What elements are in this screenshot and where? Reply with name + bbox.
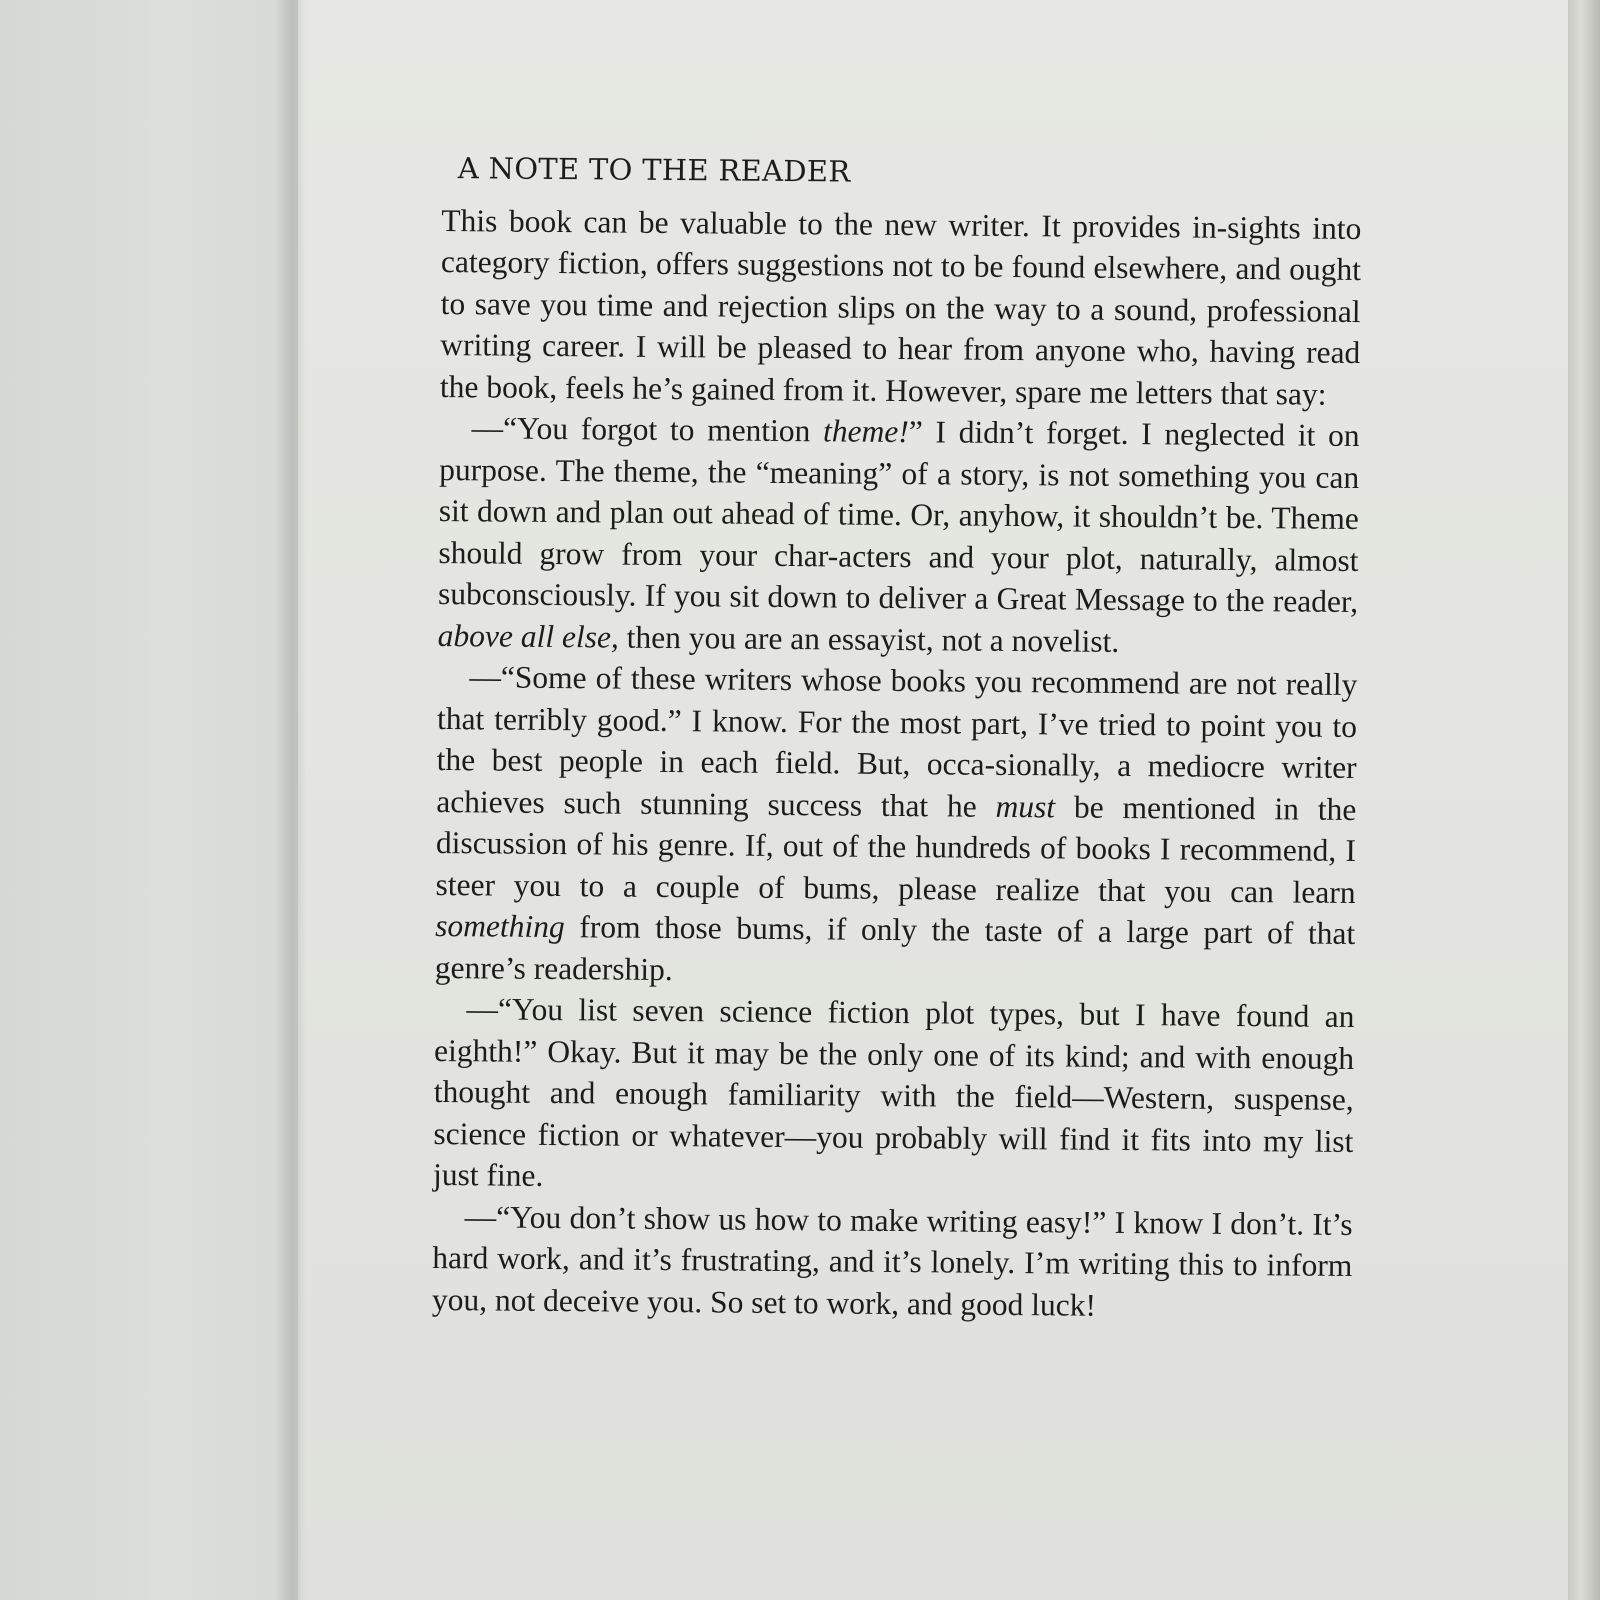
- italic-emphasis: theme!: [822, 413, 909, 450]
- page-edges: [1568, 0, 1600, 1600]
- paragraph-text: from those bums, if only the taste of a large part of that genre’s readership.: [434, 909, 1356, 987]
- paragraph-text: be mentioned in the discussion of his genre. If, out of the hundreds of books I recommend, I steer you to a couple of bums, please realize that you can learn: [435, 789, 1357, 910]
- paragraph-text: ” I didn’t forget. I neglected it on purpose. The theme, the “meaning” of a story, is not something you can sit down and plan out ahead of time. Or, anyhow, it shouldn’t be. Theme should grow from your char-acters and your plot, naturally, almost subconsciously. If you sit down to deliver a Great Message to the reader,: [437, 414, 1360, 620]
- italic-emphasis: above all else,: [437, 617, 619, 655]
- paragraph-text: then you are an essayist, not a novelist.: [618, 619, 1120, 659]
- paragraph-plot-types: [433, 988, 1355, 1204]
- page-heading: A NOTE TO THE READER: [457, 151, 851, 189]
- paragraph-intro: [440, 200, 1362, 416]
- italic-emphasis: something: [435, 908, 565, 945]
- book-gutter: [276, 0, 306, 1600]
- paragraph-text: —“You don’t show us how to make writing easy!” I know I don’t. It’s hard work, and it’s frustrating, and it’s lonely. I’m writing this to inform you, not deceive you. So set to work, and good luck!: [431, 1198, 1353, 1323]
- page-text-block: [432, 150, 1362, 1328]
- paragraph-text: —“You forgot to mention: [471, 410, 824, 449]
- paragraph-theme: [438, 407, 1360, 664]
- paragraph-text: —“You list seven science fiction plot types, but I have found an eighth!” Okay. But it may be the only one of its kind; and with enough thought and enough familiarity with the field—Western, suspense, science fiction or whatever—you probably will find it fits into my list just fine.: [432, 991, 1355, 1194]
- paragraph-text: This book can be valuable to the new writer. It provides in-sights into category fiction, offers suggestions not to be found elsewhere, and ought to save you time and rejection slips on the way to a sound, professional writing career. I will be pleased to hear from anyone who, having read the book, feels he’s gained from it. However, spare me letters that say:: [439, 202, 1362, 412]
- left-page: [0, 0, 300, 1600]
- paragraph-text: —“Some of these writers whose books you recommend are not really that terribly good.” I know. For the most part, I’ve tried to point you to the best people in each field. But, occa-sionally, a mediocre writer achieves such stunning success that he: [436, 659, 1358, 824]
- paragraph-closing: [432, 1196, 1353, 1329]
- paragraph-writers: [435, 656, 1358, 996]
- italic-emphasis: must: [995, 788, 1056, 825]
